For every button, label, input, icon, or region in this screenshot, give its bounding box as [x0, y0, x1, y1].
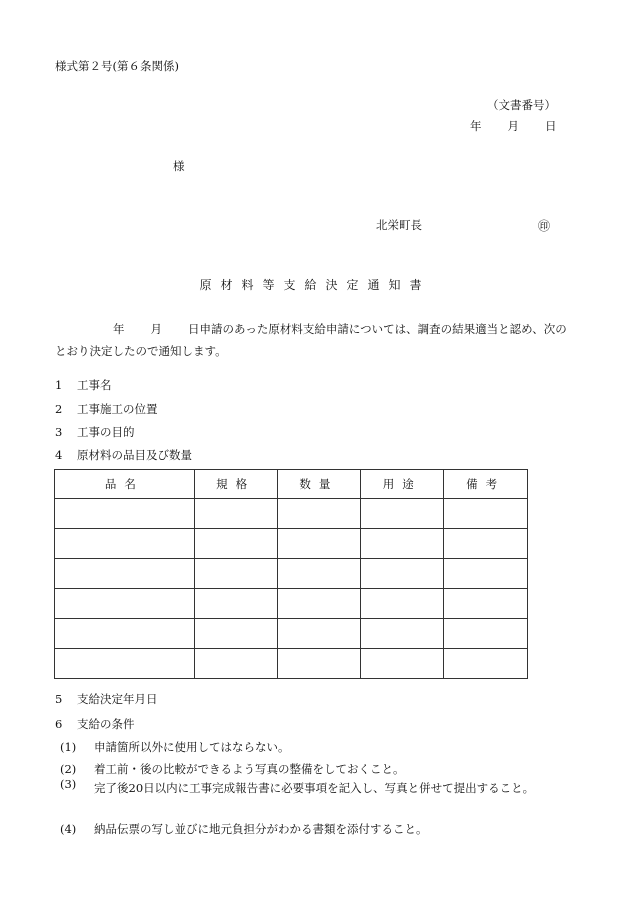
table-cell[interactable] [194, 499, 277, 529]
table-cell[interactable] [444, 559, 528, 589]
item-number: 4 [55, 448, 63, 462]
item-label: 工事名 [77, 378, 112, 392]
table-row [55, 589, 528, 619]
condition-4 [60, 821, 428, 837]
header-remarks: 備考 [444, 470, 528, 499]
table-header-row [55, 470, 528, 499]
condition-number: (1) [60, 740, 77, 754]
table-cell[interactable] [361, 499, 444, 529]
table-cell[interactable] [55, 649, 195, 679]
header-spec: 規格 [194, 470, 277, 499]
materials-table [54, 469, 528, 679]
table-cell[interactable] [361, 559, 444, 589]
item-construction-name [55, 377, 112, 393]
condition-text: 納品伝票の写し並びに地元負担分がわかる書類を添付すること。 [94, 822, 428, 836]
condition-3 [60, 777, 94, 791]
item-label: 工事の目的 [77, 425, 135, 439]
item-number: 2 [55, 402, 63, 416]
date-day-label: 日 [545, 119, 557, 133]
item-decision-date [55, 691, 158, 707]
date-year-label: 年 [470, 119, 482, 133]
condition-number: (2) [60, 762, 77, 776]
table-cell[interactable] [361, 619, 444, 649]
table-cell[interactable] [277, 649, 361, 679]
table-cell[interactable] [444, 649, 528, 679]
item-number: 3 [55, 425, 63, 439]
header-quantity: 数量 [277, 470, 361, 499]
table-cell[interactable] [194, 529, 277, 559]
condition-text: 着工前・後の比較ができるよう写真の整備をしておくこと。 [94, 762, 405, 776]
table-cell[interactable] [55, 529, 195, 559]
item-label: 工事施工の位置 [77, 402, 158, 416]
item-label: 原材料の品目及び数量 [77, 448, 192, 462]
table-cell[interactable] [55, 499, 195, 529]
table-cell[interactable] [361, 649, 444, 679]
item-construction-purpose [55, 424, 135, 440]
table-cell[interactable] [361, 529, 444, 559]
condition-number: (4) [60, 822, 77, 836]
item-conditions [55, 716, 135, 732]
item-label: 支給の条件 [77, 717, 135, 731]
table-cell[interactable] [444, 529, 528, 559]
table-row [55, 559, 528, 589]
seal-mark: ㊞ [538, 219, 551, 233]
form-reference: 様式第２号(第６条関係) [55, 59, 179, 73]
date-month-label: 月 [507, 119, 519, 133]
table-row [55, 649, 528, 679]
table-cell[interactable] [194, 589, 277, 619]
table-row [55, 529, 528, 559]
table-cell[interactable] [194, 559, 277, 589]
item-number: 6 [55, 717, 63, 731]
body-text: 日申請のあった原材料支給申請については、調査の結果適当と認め、次のとおり決定したので通知します。 [55, 322, 567, 358]
body-year: 年 [113, 322, 125, 336]
condition-2 [60, 761, 405, 777]
item-label: 支給決定年月日 [77, 692, 158, 706]
issuer-name: 北栄町長 [376, 218, 422, 232]
table-row [55, 499, 528, 529]
table-cell[interactable] [277, 619, 361, 649]
item-number: 1 [55, 378, 63, 392]
table-cell[interactable] [194, 649, 277, 679]
item-construction-location [55, 401, 158, 417]
date-line [470, 118, 557, 134]
table-cell[interactable] [55, 559, 195, 589]
table-cell[interactable] [277, 589, 361, 619]
recipient-honorific: 様 [173, 159, 185, 173]
table-cell[interactable] [444, 499, 528, 529]
table-cell[interactable] [55, 589, 195, 619]
condition-number: (3) [60, 777, 77, 791]
table-cell[interactable] [361, 589, 444, 619]
table-body [55, 499, 528, 679]
body-month: 月 [150, 322, 162, 336]
document-number-label: （文書番号） [487, 98, 556, 112]
header-use: 用途 [361, 470, 444, 499]
table-cell[interactable] [444, 619, 528, 649]
header-item-name: 品名 [55, 470, 195, 499]
table-cell[interactable] [194, 619, 277, 649]
table-cell[interactable] [277, 499, 361, 529]
condition-3-text: 完了後20日以内に工事完成報告書に必要事項を記入し、写真と併せて提出すること。 [94, 781, 535, 795]
table-cell[interactable] [277, 529, 361, 559]
table-cell[interactable] [55, 619, 195, 649]
notice-body [55, 318, 577, 362]
condition-1 [60, 739, 290, 755]
table-cell[interactable] [444, 589, 528, 619]
item-materials [55, 447, 192, 463]
table-row [55, 619, 528, 649]
condition-text: 申請箇所以外に使用してはならない。 [94, 740, 290, 754]
item-number: 5 [55, 692, 63, 706]
document-title: 原材料等支給決定通知書 [199, 278, 431, 292]
table-cell[interactable] [277, 559, 361, 589]
